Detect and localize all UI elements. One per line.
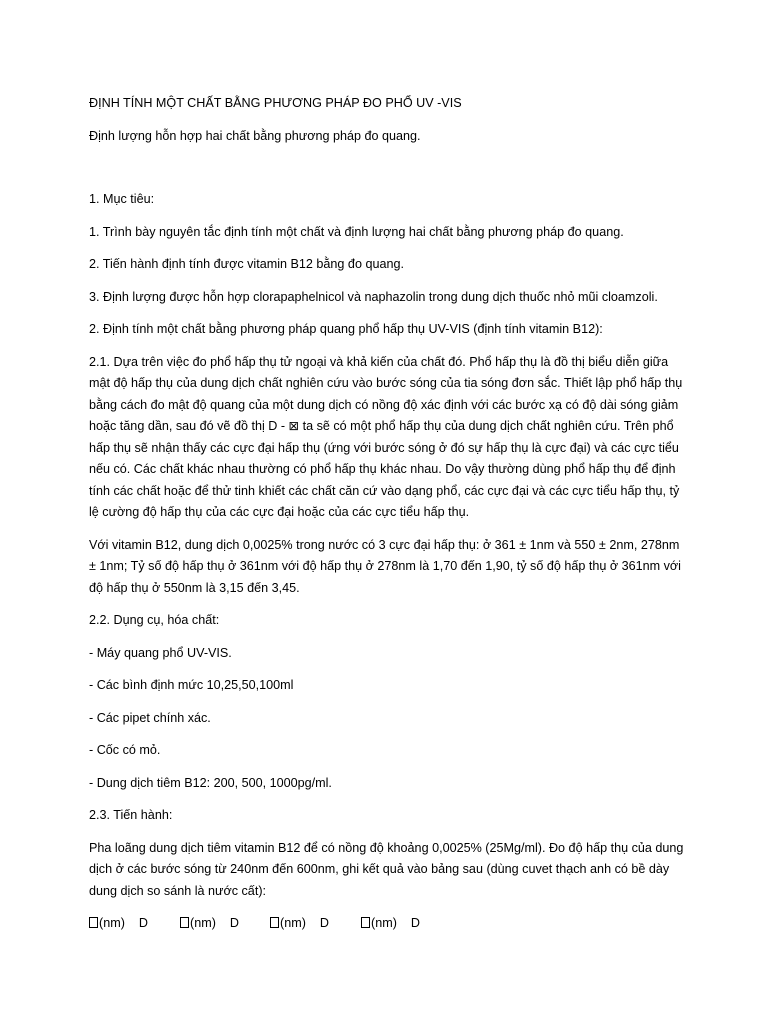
lambda-missing-glyph-icon (180, 917, 189, 928)
table-header-cell (89, 913, 148, 935)
equipment-item: - Các bình định mức 10,25,50,100ml (89, 678, 294, 692)
lambda-unit-label: (nm) (280, 916, 306, 930)
objective-item: 2. Tiến hành định tính được vitamin B12 bằng đo quang. (89, 257, 404, 271)
lambda-unit-label: (nm) (371, 916, 397, 930)
table-header-cell (270, 913, 329, 935)
equipment-item: - Máy quang phổ UV-VIS. (89, 645, 232, 660)
equipment-item: - Dung dịch tiêm B12: 200, 500, 1000pg/ml. (89, 775, 332, 790)
table-header-cell (180, 913, 239, 935)
objective-item: 3. Định lượng được hỗn hợp clorapaphelnicol và naphazolin trong dung dịch thuốc nhỏ mũi cloamzoli. (89, 289, 658, 304)
section-2-heading: 2. Định tính một chất bằng phương pháp quang phổ hấp thụ UV-VIS (định tính vitamin B12): (89, 322, 603, 336)
document-subtitle: Định lượng hỗn hợp hai chất bằng phương pháp đo quang. (89, 128, 421, 143)
lambda-missing-glyph-icon (89, 917, 98, 928)
absorbance-label: D (138, 916, 148, 930)
section-2-3-heading: 2.3. Tiến hành: (89, 808, 173, 822)
document-title: ĐỊNH TÍNH MỘT CHẤT BẰNG PHƯƠNG PHÁP ĐO PHỔ UV -VIS (89, 96, 462, 110)
results-table-header (89, 913, 689, 935)
section-2-2-heading: 2.2. Dụng cụ, hóa chất: (89, 613, 220, 627)
vitamin-b12-paragraph: Với vitamin B12, dung dịch 0,0025% trong nước có 3 cực đại hấp thụ: ở 361 ± 1nm và 550 ± 2nm, 278nm ± 1nm; Tỷ số độ hấp thụ ở 361nm với độ hấp thụ ở 278nm là 1,70 đến 1,90, tỷ số độ hấp thụ ở 361nm với độ hấp thụ ở 550nm là 3,15 đến 3,45. (89, 537, 681, 595)
equipment-item: - Các pipet chính xác. (89, 710, 211, 725)
lambda-missing-glyph-icon (270, 917, 279, 928)
document-page (89, 93, 689, 935)
section-2-1-paragraph: 2.1. Dựa trên việc đo phổ hấp thụ tử ngoại và khả kiến của chất đó. Phổ hấp thụ là đồ thị biểu diễn giữa mật độ hấp thụ của dung dịch chất nghiên cứu vào bước sóng của tia sóng đơn sắc. Thiết lập phổ hấp thụ bằng cách đo mật độ quang của một dung dịch có nồng độ xác định với các bước xạ có độ dài sóng giảm hoặc tăng dần, sau đó vẽ đồ thị D - ⊠ ta sẽ có một phổ hấp thụ của dung dịch chất nghiên cứu. Trên phổ hấp thụ sẽ nhận thấy các cực đại hấp thụ (ứng với bước sóng ở đó sự hấp thụ là cực đại) và các cực tiểu nếu có. Các chất khác nhau thường có phổ hấp thụ khác nhau. Do vậy thường dùng phổ hấp thụ để định tính các chất hoặc để thử tinh khiết các chất căn cứ vào dạng phổ, các cực đại và các cực tiểu hấp thụ, tỷ lệ cường độ hấp thụ của các cực đại hoặc của các cực tiểu hấp thụ. (89, 354, 683, 519)
objective-item: 1. Trình bày nguyên tắc định tính một chất và định lượng hai chất bằng phương pháp đo quang. (89, 224, 624, 239)
objectives-heading: 1. Mục tiêu: (89, 192, 155, 206)
lambda-missing-glyph-icon (361, 917, 370, 928)
lambda-unit-label: (nm) (190, 916, 216, 930)
procedure-paragraph: Pha loãng dung dịch tiêm vitamin B12 để có nồng độ khoảng 0,0025% (25Mg/ml). Đo độ hấp thụ của dung dịch ở các bước sóng từ 240nm đến 600nm, ghi kết quả vào bảng sau (dùng cuvet thạch anh có bề dày dung dịch so sánh là nước cất): (89, 840, 684, 898)
absorbance-label: D (319, 916, 329, 930)
equipment-item: - Cốc có mỏ. (89, 743, 161, 757)
table-header-cell (361, 913, 420, 935)
lambda-unit-label: (nm) (99, 916, 125, 930)
absorbance-label: D (410, 916, 420, 930)
absorbance-label: D (229, 916, 239, 930)
